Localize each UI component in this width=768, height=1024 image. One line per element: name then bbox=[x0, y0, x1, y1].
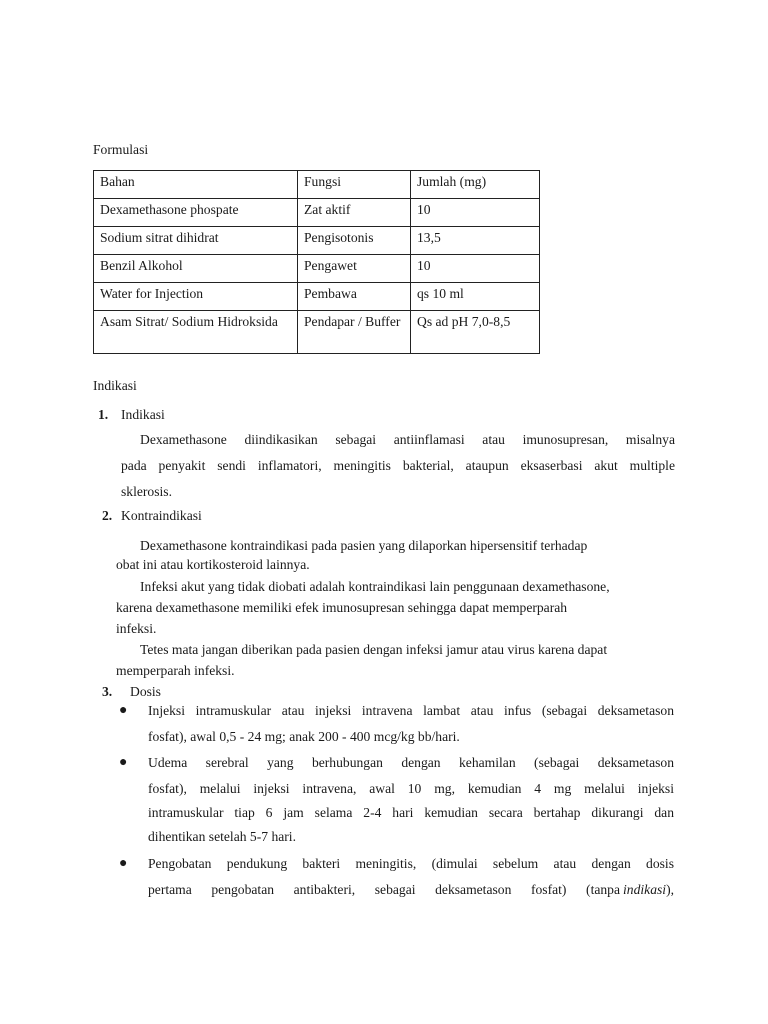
cell-fungsi: Zat aktif bbox=[298, 199, 411, 227]
section-number: 3. bbox=[102, 684, 113, 699]
cell-jumlah: 10 bbox=[411, 199, 540, 227]
section-number: 1. bbox=[98, 407, 109, 422]
bullet-line: fosfat), melalui injeksi intravena, awal 10 mg, kemudian 4 mg melalui injeksi bbox=[148, 781, 674, 796]
indikasi-heading: Indikasi bbox=[93, 378, 137, 393]
paragraph-line: obat ini atau kortikosteroid lainnya. bbox=[116, 557, 310, 572]
header-fungsi: Fungsi bbox=[298, 171, 411, 199]
cell-fungsi: Pendapar / Buffer bbox=[298, 311, 411, 354]
cell-jumlah: 13,5 bbox=[411, 227, 540, 255]
bullet-icon: ● bbox=[119, 703, 128, 718]
cell-jumlah: 10 bbox=[411, 255, 540, 283]
section-title-kontraindikasi: Kontraindikasi bbox=[121, 508, 202, 523]
bullet-line: fosfat), awal 0,5 - 24 mg; anak 200 - 400 mcg/kg bb/hari. bbox=[148, 729, 460, 744]
cell-bahan: Asam Sitrat/ Sodium Hidroksida bbox=[94, 311, 298, 354]
table-row bbox=[94, 227, 540, 255]
cell-bahan: Dexamethasone phospate bbox=[94, 199, 298, 227]
cell-fungsi: Pengisotonis bbox=[298, 227, 411, 255]
bullet-line: Pengobatan pendukung bakteri meningitis, (dimulai sebelum atau dengan dosis bbox=[148, 856, 674, 871]
paragraph-line: Dexamethasone kontraindikasi pada pasien yang dilaporkan hipersensitif terhadap bbox=[140, 538, 588, 553]
bullet-line-text: pertama pengobatan antibakteri, sebagai deksametason fosfat) (tanpa bbox=[148, 882, 621, 897]
section-title-dosis: Dosis bbox=[130, 684, 161, 699]
cell-jumlah: qs 10 ml bbox=[411, 283, 540, 311]
table-row bbox=[94, 199, 540, 227]
closing-punct: ), bbox=[666, 882, 674, 897]
bullet-line: Injeksi intramuskular atau injeksi intravena lambat atau infus (sebagai deksametason bbox=[148, 703, 674, 718]
table-header-row bbox=[94, 171, 540, 199]
cell-bahan: Sodium sitrat dihidrat bbox=[94, 227, 298, 255]
paragraph-line: Infeksi akut yang tidak diobati adalah kontraindikasi lain penggunaan dexamethasone, bbox=[140, 579, 610, 594]
table-row bbox=[94, 311, 540, 354]
cell-jumlah: Qs ad pH 7,0-8,5 bbox=[411, 311, 540, 354]
paragraph-line: sklerosis. bbox=[121, 484, 172, 499]
formulasi-heading: Formulasi bbox=[93, 142, 149, 157]
bullet-line: intramuskular tiap 6 jam selama 2-4 hari kemudian secara bertahap dikurangi dan bbox=[148, 805, 674, 820]
paragraph-line: Tetes mata jangan diberikan pada pasien dengan infeksi jamur atau virus karena dapat bbox=[140, 642, 608, 657]
italic-word: indikasi bbox=[623, 882, 667, 897]
section-title-indikasi: Indikasi bbox=[121, 407, 165, 422]
paragraph-line: Dexamethasone diindikasikan sebagai antiinflamasi atau imunosupresan, misalnya bbox=[140, 432, 675, 447]
cell-fungsi: Pembawa bbox=[298, 283, 411, 311]
section-number: 2. bbox=[102, 508, 113, 523]
paragraph-line: memperparah infeksi. bbox=[116, 663, 235, 678]
paragraph-line: pada penyakit sendi inflamatori, meningitis bakterial, ataupun eksaserbasi akut multiple bbox=[121, 458, 675, 473]
cell-bahan: Water for Injection bbox=[94, 283, 298, 311]
table-row bbox=[94, 283, 540, 311]
bullet-line-last bbox=[148, 882, 674, 898]
bullet-icon: ● bbox=[119, 755, 128, 770]
cell-bahan: Benzil Alkohol bbox=[94, 255, 298, 283]
cell-fungsi: Pengawet bbox=[298, 255, 411, 283]
table-row bbox=[94, 255, 540, 283]
bullet-icon: ● bbox=[119, 856, 128, 871]
paragraph-line: infeksi. bbox=[116, 621, 157, 636]
header-jumlah: Jumlah (mg) bbox=[411, 171, 540, 199]
bullet-line: dihentikan setelah 5-7 hari. bbox=[148, 829, 296, 844]
header-bahan: Bahan bbox=[94, 171, 298, 199]
formulation-table bbox=[93, 170, 540, 354]
paragraph-line: karena dexamethasone memiliki efek imunosupresan sehingga dapat memperparah bbox=[116, 600, 568, 615]
bullet-line: Udema serebral yang berhubungan dengan kehamilan (sebagai deksametason bbox=[148, 755, 674, 770]
